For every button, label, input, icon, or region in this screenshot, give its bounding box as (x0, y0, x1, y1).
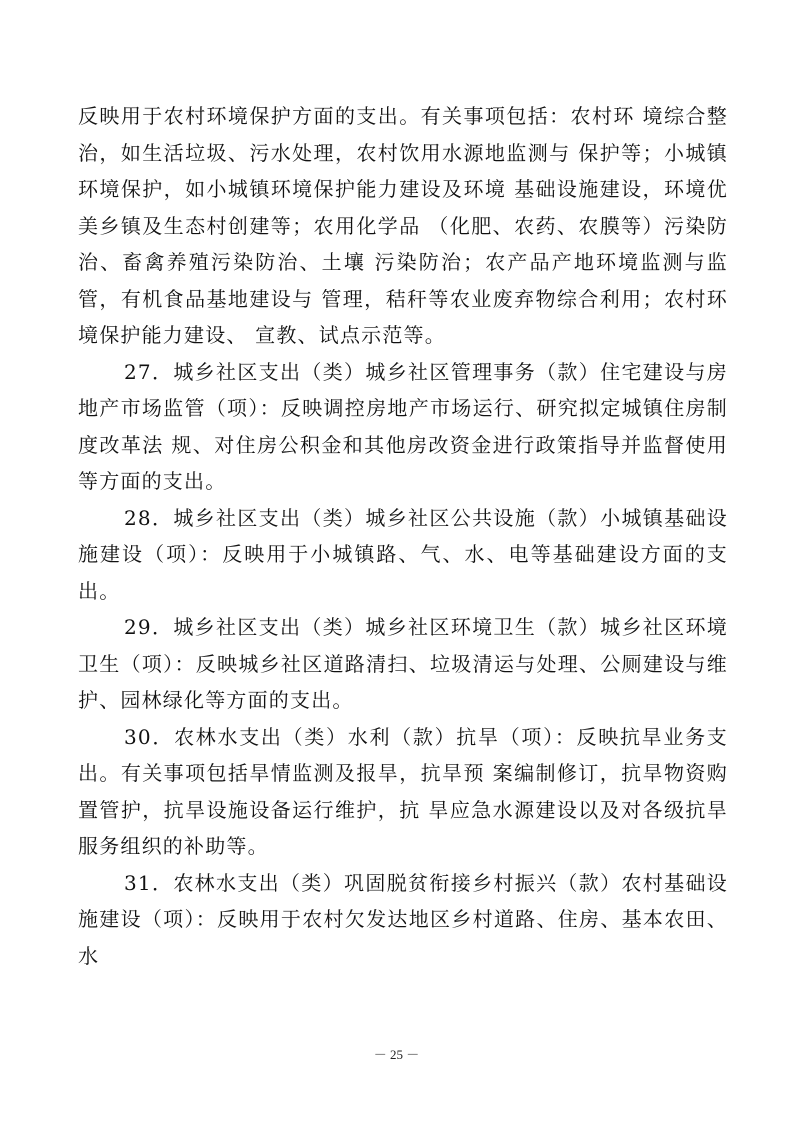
paragraph-28-town-infrastructure: 28．城乡社区支出（类）城乡社区公共设施（款）小城镇基础设施建设（项）：反映用于小城镇路、气、水、电等基础建设方面的支出。 (78, 505, 728, 603)
paragraph-30-drought-relief: 30．农林水支出（类）水利（款）抗旱（项）：反映抗旱业务支出。有关事项包括旱情监测及报旱，抗旱预 案编制修订，抗旱物资购置管护，抗旱设施设备运行维护，抗 旱应急水源建设以及对各级抗旱服务组织的补助等。 (78, 724, 728, 858)
paragraph-29-environmental-sanitation: 29．城乡社区支出（类）城乡社区环境卫生（款）城乡社区环境卫生（项）：反映城乡社区道路清扫、垃圾清运与处理、公厕建设与维护、园林绿化等方面的支出。 (78, 615, 728, 712)
paragraph-rural-environment: 反映用于农村环境保护方面的支出。有关事项包括：农村环 境综合整治，如生活垃圾、污水处理，农村饮用水源地监测与 保护等；小城镇环境保护，如小城镇环境保护能力建设及环境 基础设施建设，环境优美乡镇及生态村创建等；农用化学品 （化肥、农药、农膜等）污染防治、畜禽养殖污染防治、土壤 污染防治；农产品产地环境监测与监管，有机食品基地建设与 管理，秸秆等农业废弃物综合利用；农村环境保护能力建设、 宣教、试点示范等。 (78, 104, 728, 347)
paragraph-27-housing-market: 27．城乡社区支出（类）城乡社区管理事务（款）住宅建设与房地产市场监管（项）：反映调控房地产市场运行、研究拟定城镇住房制度改革法 规、对住房公积金和其他房改资金进行政策指导并监督使用等方面的支出。 (78, 359, 728, 493)
paragraph-31-rural-infrastructure: 31．农林水支出（类）巩固脱贫衔接乡村振兴（款）农村基础设施建设（项）：反映用于农村欠发达地区乡村道路、住房、基本农田、水 (78, 870, 728, 968)
page-number: － 25 － (373, 1047, 420, 1062)
body-text (78, 98, 728, 974)
